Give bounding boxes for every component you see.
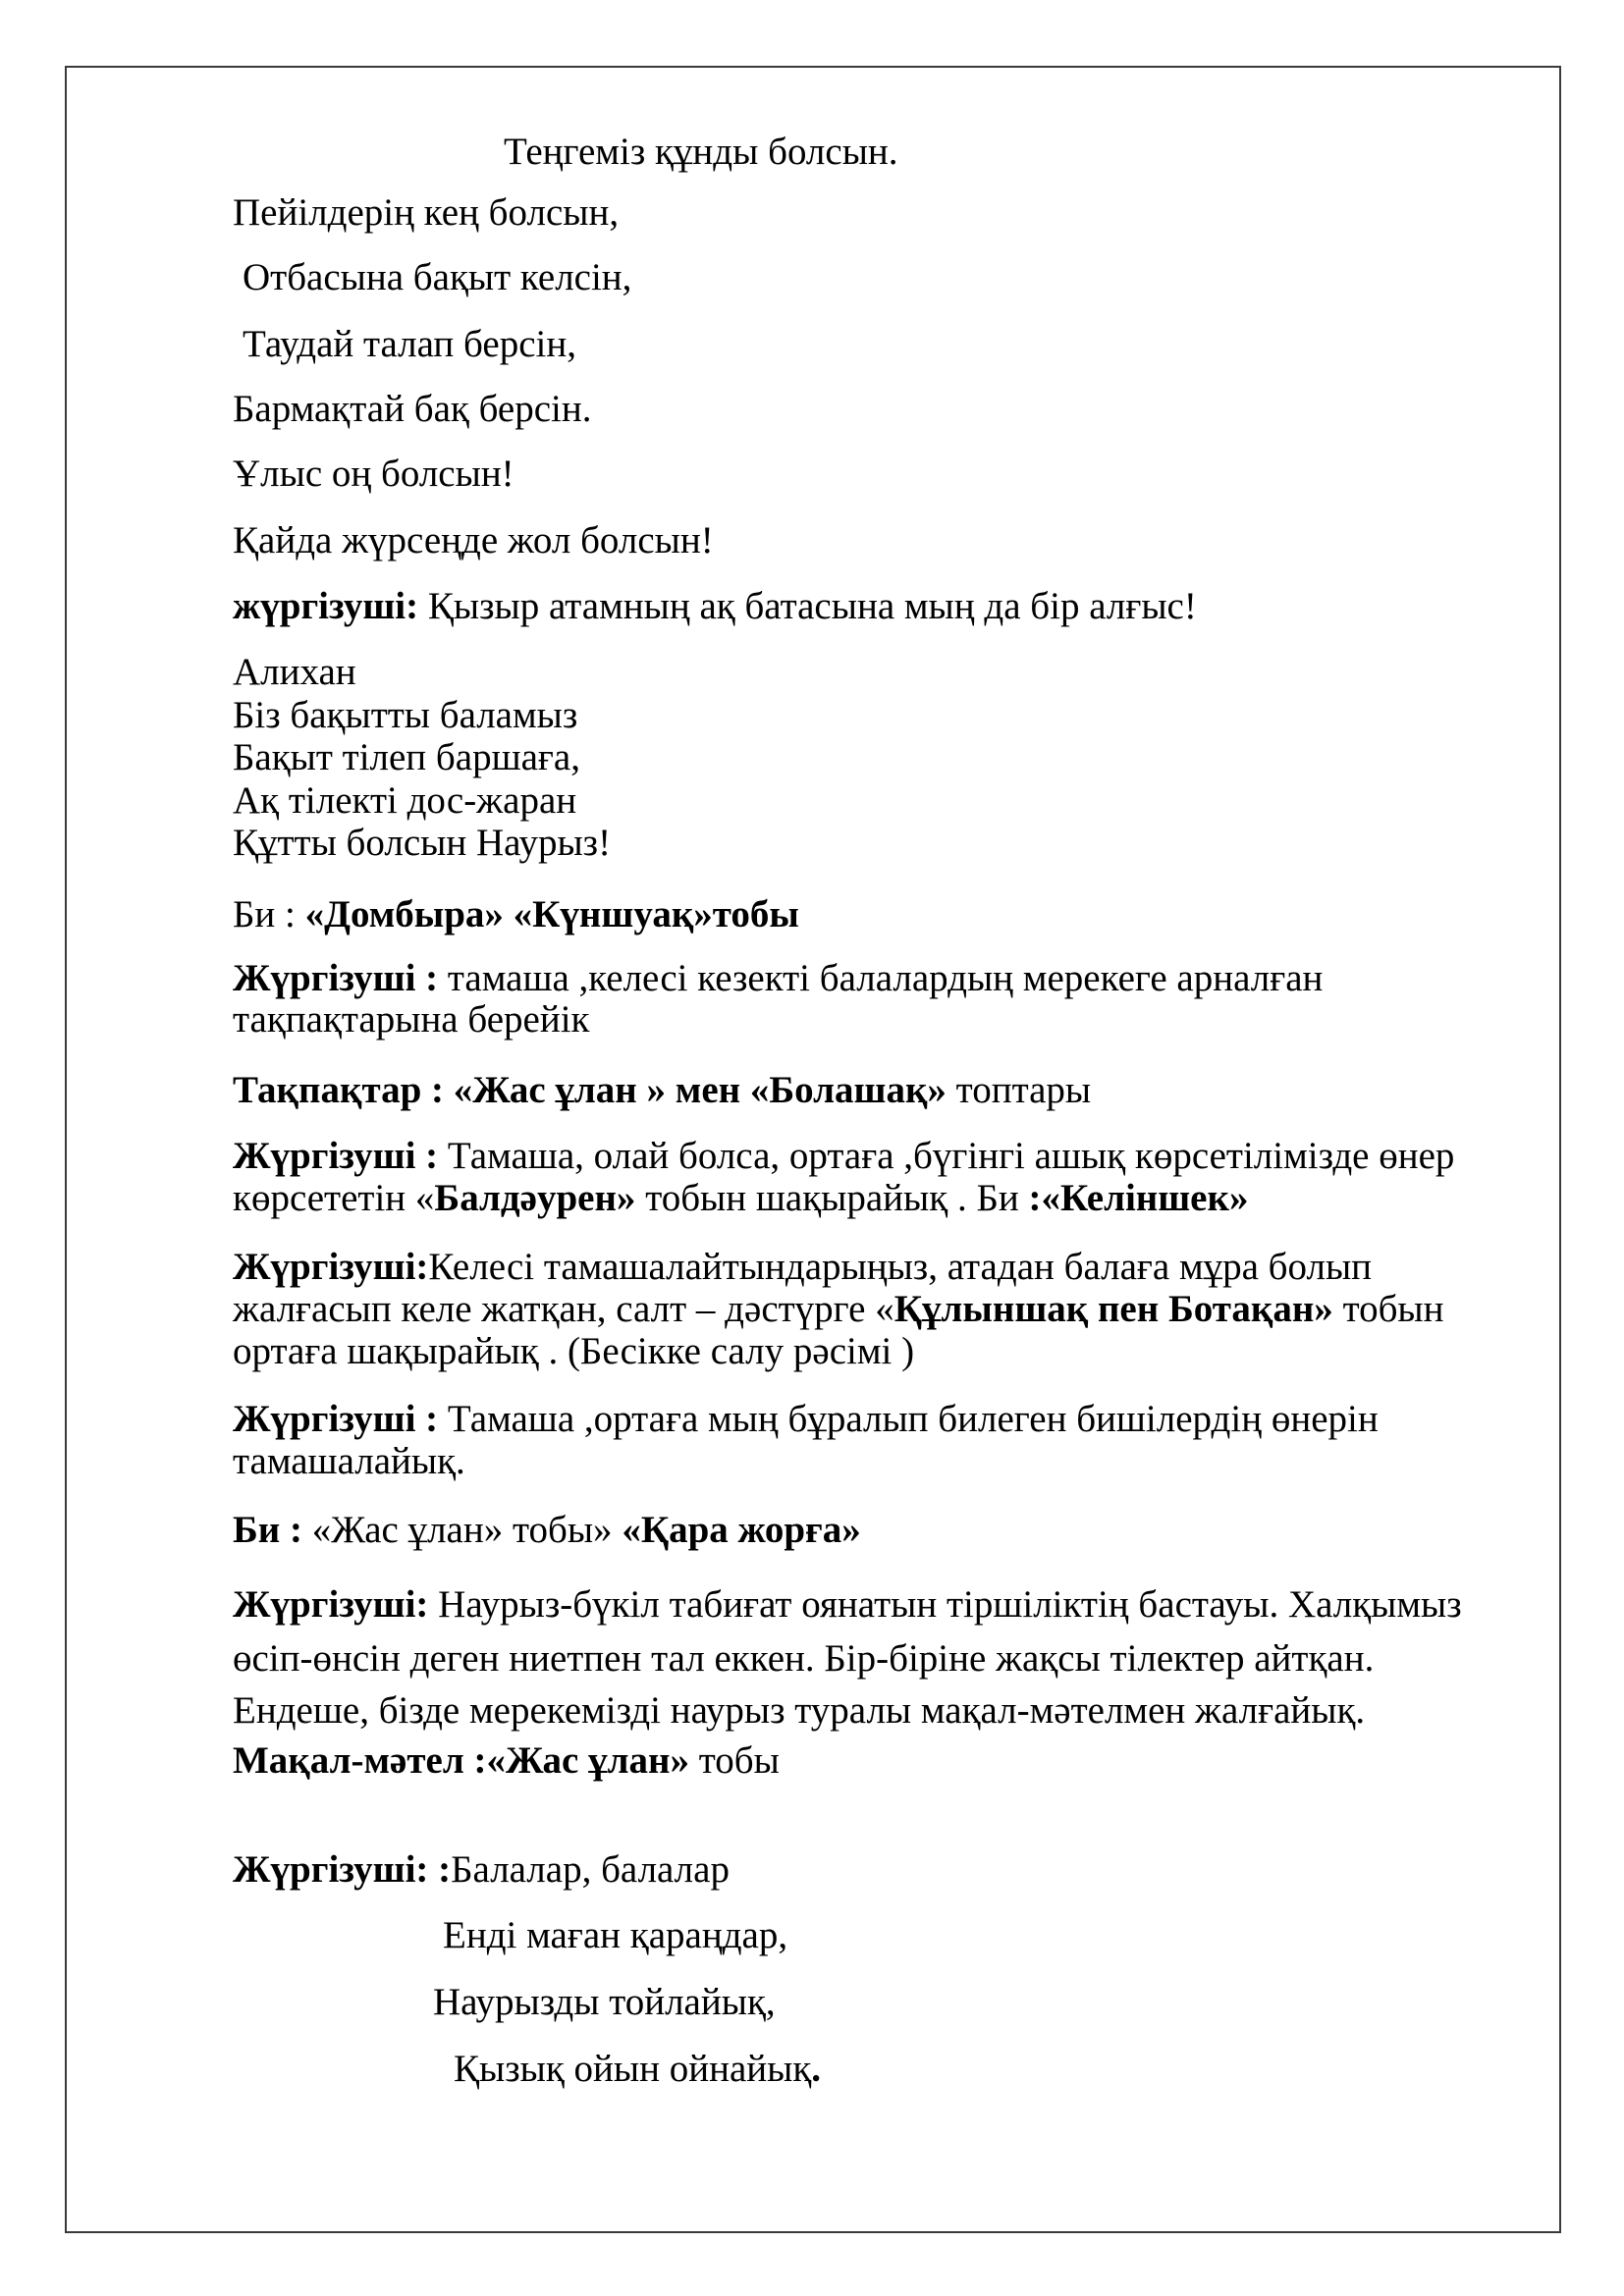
speaker-label: Жүргізуші: :	[233, 1848, 452, 1891]
line-zhurgizushi-2	[233, 959, 1323, 997]
text: Біз бақытты баламыз	[233, 694, 578, 736]
text: Теңгеміз құнды болсын.	[504, 131, 898, 173]
line-tamashalaiyk	[233, 1442, 465, 1480]
speaker-label: Жүргізуші:	[233, 1246, 429, 1288]
text: Құтты болсын Наурыз!	[233, 822, 612, 864]
bold-text: Тақпақтар : «Жас ұлан » мен «Болашақ»	[233, 1069, 947, 1111]
line-nauryzdy	[433, 1983, 776, 2021]
text: Бақыт тілеп баршаға,	[233, 736, 580, 778]
bold-text: «Домбыра» «Күншуақ»тобы	[304, 893, 799, 935]
text: Қызық ойын ойнайық	[454, 2048, 812, 2090]
line-kyzyk	[454, 2050, 821, 2088]
bold-text: «Қара жорға»	[622, 1509, 861, 1551]
text: Балалар, балалар	[451, 1848, 730, 1891]
text: Ақ тілекті дос-жаран	[233, 779, 577, 822]
line-zhurgizushi-4	[233, 1248, 1372, 1286]
line-takpaktaryna	[233, 1000, 589, 1039]
line-peiilderin	[233, 193, 619, 232]
line-bi-kara-zhorga	[233, 1511, 861, 1549]
line-bi-dombyra	[233, 895, 799, 934]
speaker-label: жүргізуші:	[233, 585, 419, 627]
speaker-label: Жүргізуші :	[233, 957, 439, 999]
bold-text: Би :	[233, 1509, 302, 1551]
text: тақпақтарына берейік	[233, 998, 590, 1041]
line-biz	[233, 696, 577, 734]
text: көрсететін «	[233, 1177, 435, 1219]
line-zhurgizushi-6	[233, 1585, 1462, 1624]
line-endeshe	[233, 1691, 1365, 1730]
text: «Жас ұлан» тобы»	[302, 1509, 623, 1551]
text: Келесі тамашалайтындарыңыз, атадан балаға мұра болып	[428, 1246, 1373, 1288]
text: Отбасына бақыт келсін,	[243, 256, 632, 298]
line-zhurgizushi-7	[233, 1850, 730, 1889]
line-zhurgizushi-1	[233, 587, 1197, 625]
text: Таудай талап берсін,	[243, 323, 576, 365]
line-kaida	[233, 521, 714, 560]
bold-text: :«Келіншек»	[1028, 1177, 1249, 1219]
text: Би :	[233, 893, 305, 935]
line-bakyt	[233, 738, 580, 776]
text: Тамаша, олай болса, ортаға ,бүгінгі ашық көрсетілімізде өнер	[438, 1135, 1455, 1177]
bold-text: Мақал-мәтел :«Жас ұлан»	[233, 1739, 689, 1782]
text: тобы	[688, 1739, 780, 1782]
line-takpaktar	[233, 1071, 1091, 1109]
line-kutty	[233, 824, 611, 862]
text: Алихан	[233, 651, 356, 693]
text: тобын шақырайық . Би	[635, 1177, 1029, 1219]
bold-text: .	[811, 2048, 822, 2090]
line-endi	[443, 1916, 787, 1954]
line-osip	[233, 1639, 1374, 1678]
text: Ұлыс оң болсын!	[233, 453, 514, 495]
line-zhurgizushi-3	[233, 1137, 1454, 1175]
text: Пейілдерің кең болсын,	[233, 191, 620, 234]
text: жалғасып келе жатқан, салт – дәстүрге «	[233, 1288, 894, 1330]
bold-text: Балдәурен»	[434, 1177, 636, 1219]
text: өсіп-өнсін деген ниетпен тал еккен. Бір-біріне жақсы тілектер айтқан.	[233, 1637, 1375, 1680]
line-makal-matel	[233, 1741, 780, 1780]
text: Енді маған қараңдар,	[443, 1914, 788, 1956]
text: тамашалайық.	[233, 1440, 465, 1482]
text: Наурыз-бүкіл табиғат оянатын тіршіліктің бастауы. Халқымыз	[428, 1583, 1462, 1626]
text: тамаша ,келесі кезекті балалардың мерекеге арналған	[438, 957, 1324, 999]
line-ak	[233, 781, 576, 820]
text: Қайда жүрсеңде жол болсын!	[233, 519, 714, 561]
text: Қызыр атамның ақ батасына мың да бір алғыс!	[418, 585, 1197, 627]
text: Бармақтай бақ берсін.	[233, 388, 592, 430]
line-ulys	[233, 454, 514, 493]
text: Ендеше, бізде мерекемізді наурыз туралы мақал-мәтелмен жалғайық.	[233, 1689, 1366, 1732]
bold-text: Құлыншақ пен Ботақан»	[893, 1288, 1333, 1330]
text: Тамаша ,ортаға мың бұралып билеген бишілердің өнерін	[438, 1398, 1379, 1440]
line-ortaga	[233, 1332, 914, 1370]
line-alikhan	[233, 653, 356, 691]
speaker-label: Жүргізуші :	[233, 1398, 439, 1440]
speaker-label: Жүргізуші :	[233, 1135, 439, 1177]
line-korsetetin	[233, 1179, 1248, 1217]
line-otbasyna	[243, 258, 631, 296]
line-barmaktai	[233, 390, 592, 428]
line-tengemiz	[504, 133, 898, 171]
line-zhurgizushi-5	[233, 1400, 1379, 1438]
speaker-label: Жүргізуші:	[233, 1583, 429, 1626]
text: топтары	[946, 1069, 1092, 1111]
text: Наурызды тойлайық,	[433, 1981, 776, 2023]
line-taudai	[243, 325, 576, 363]
text: тобын	[1332, 1288, 1444, 1330]
line-zhalgasyp	[233, 1290, 1444, 1328]
text: ортаға шақырайық . (Бесікке салу рәсімі )	[233, 1330, 915, 1372]
